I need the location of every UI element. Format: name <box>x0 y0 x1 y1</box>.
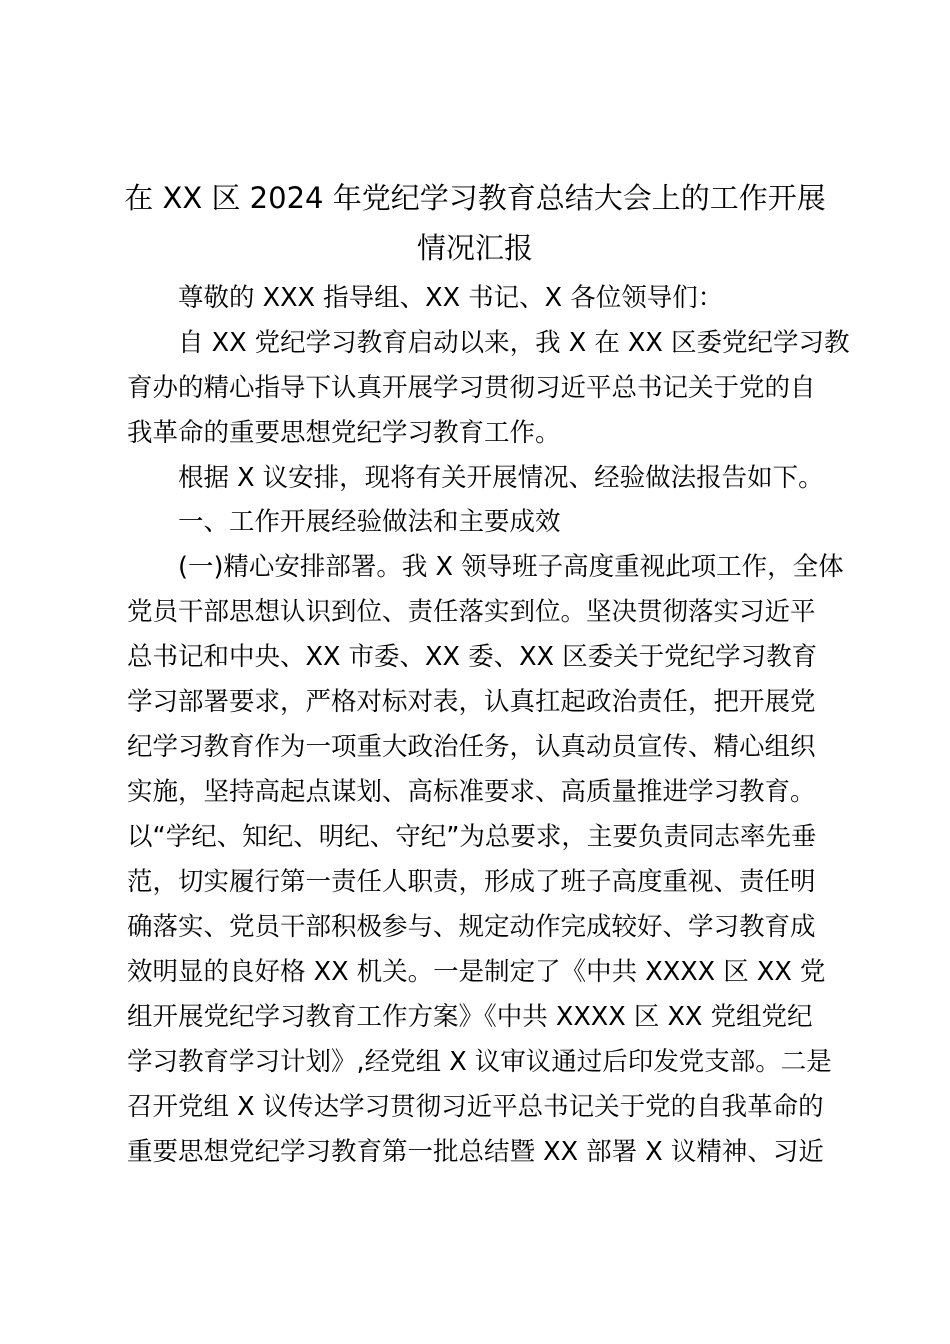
paragraph-line: 范，切实履行第一责任人职责，形成了班子高度重视、责任明 <box>127 867 816 897</box>
section-heading: 一、工作开展经验做法和主要成效 <box>178 507 561 537</box>
paragraph-line: 组开展党纪学习教育工作方案》《中共 XXXX 区 XX 党组党纪 <box>127 1002 813 1032</box>
document-title-line-2: 情况汇报 <box>416 231 533 265</box>
paragraph-line: 纪学习教育作为一项重大政治任务，认真动员宣传、精心组织 <box>127 732 816 762</box>
paragraph-line: 效明显的良好格 XX 机关。一是制定了《中共 XXXX 区 XX 党 <box>127 957 826 987</box>
paragraph-line: 确落实、党员干部积极参与、规定动作完成较好、学习教育成 <box>127 912 816 942</box>
paragraph-line: 学习部署要求，严格对标对表，认真扛起政治责任，把开展党 <box>127 687 816 717</box>
paragraph-line: 重要思想党纪学习教育第一批总结暨 XX 部署 X 议精神、习近 <box>127 1137 824 1167</box>
document-title-line-1: 在 XX 区 2024 年党纪学习教育总结大会上的工作开展 <box>124 181 826 215</box>
subsection-heading-line: (一)精心安排部署。我 X 领导班子高度重视此项工作，全体 <box>178 552 844 582</box>
paragraph-line: 召开党组 X 议传达学习贯彻习近平总书记关于党的自我革命的 <box>127 1092 824 1122</box>
paragraph-line: 我革命的重要思想党纪学习教育工作。 <box>127 418 561 448</box>
paragraph-line: 自 XX 党纪学习教育启动以来，我 X 在 XX 区委党纪学习教 <box>178 328 850 358</box>
paragraph-line: 以“学纪、知纪、明纪、守纪”为总要求，主要负责同志率先垂 <box>127 822 817 852</box>
paragraph-line: 实施，坚持高起点谋划、高标准要求、高质量推进学习教育。 <box>127 777 816 807</box>
paragraph-line: 学习教育学习计划》,经党组 X 议审议通过后印发党支部。二是 <box>127 1047 832 1077</box>
paragraph-line: 根据 X 议安排，现将有关开展情况、经验做法报告如下。 <box>178 463 824 493</box>
paragraph-line: 总书记和中央、XX 市委、XX 委、XX 区委关于党纪学习教育 <box>127 642 818 672</box>
paragraph-line: 党员干部思想认识到位、责任落实到位。坚决贯彻落实习近平 <box>127 597 816 627</box>
salutation: 尊敬的 XXX 指导组、XX 书记、X 各位领导们： <box>178 283 724 313</box>
paragraph-line: 育办的精心指导下认真开展学习贯彻习近平总书记关于党的自 <box>127 373 816 403</box>
